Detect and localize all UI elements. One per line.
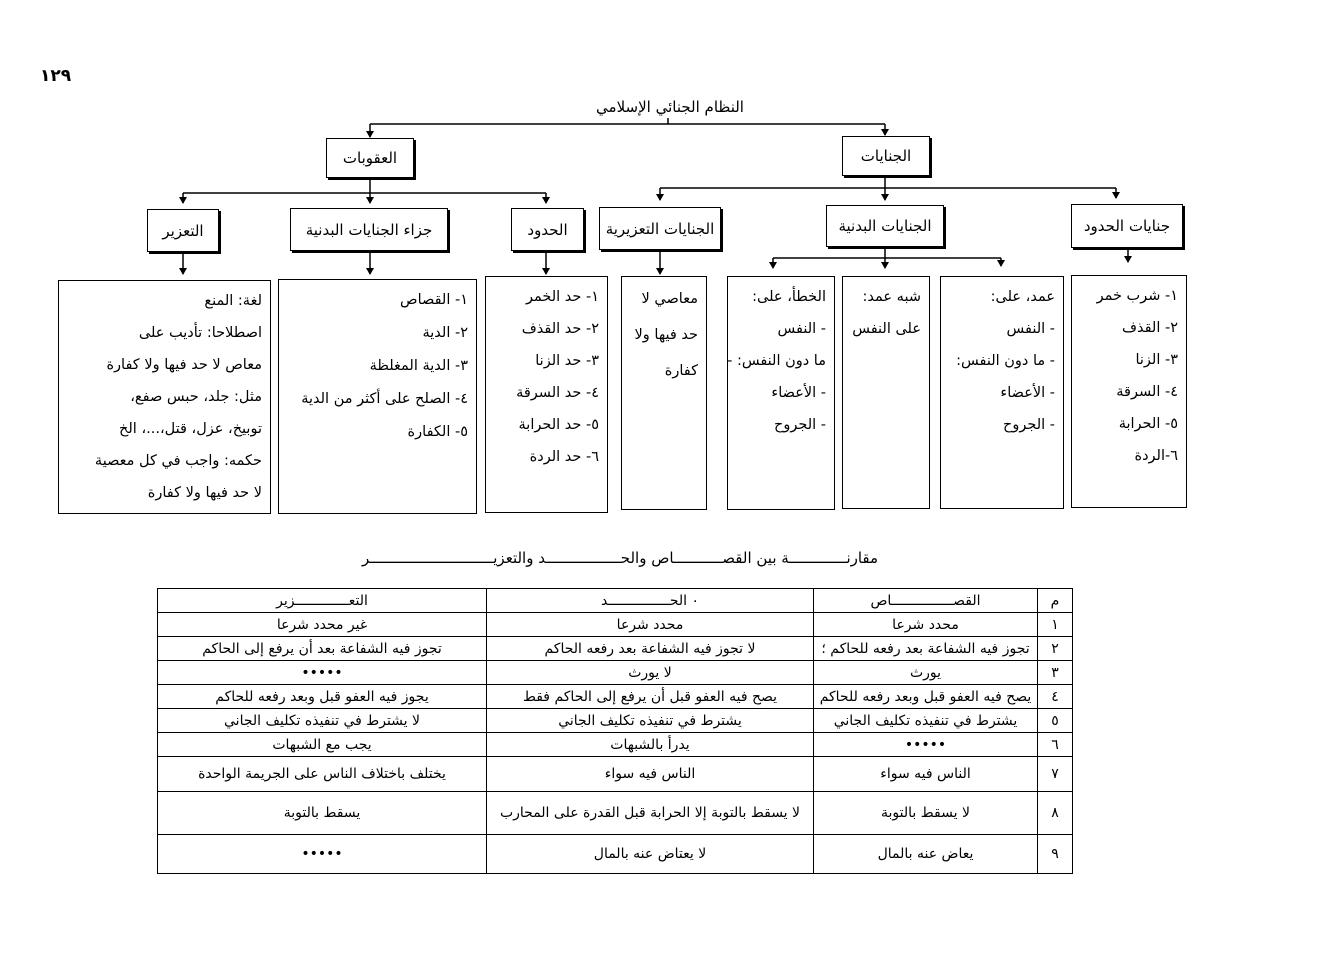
table-row <box>158 661 1073 685</box>
comparison-title: مقارنـــــــــــــة بين القصـــــــــــاص والحـــــــــــــــــد والتعزيــــــــــــــــــــــــــــر <box>361 549 879 567</box>
table-cell: لا تجوز فيه الشفاعة بعد رفعه الحاكم <box>487 637 814 661</box>
intentional-box <box>940 276 1064 509</box>
list-item: حكمه: واجب في كل معصية <box>94 453 262 469</box>
table-cell: تجوز فيه الشفاعة بعد أن يرفع إلى الحاكم <box>158 637 487 661</box>
table-cell: تجوز فيه الشفاعة بعد رفعه للحاكم ؛ <box>814 637 1038 661</box>
list-item: عمد، على: <box>990 289 1055 305</box>
bodily-crimes-box: الجنايات البدنية <box>826 205 944 247</box>
bodily-penalty-box: جزاء الجنايات البدنية <box>290 208 448 251</box>
list-item: ٢- القذف <box>1121 320 1178 336</box>
table-cell: يجوز فيه العفو قبل وبعد رفعه للحاكم <box>158 685 487 709</box>
table-cell: محدد شرعا <box>814 613 1038 637</box>
list-item: - ما دون النفس: <box>956 353 1055 369</box>
table-cell: لا يشترط في تنفيذه تكليف الجاني <box>158 709 487 733</box>
list-item: ٤- السرقة <box>1116 384 1178 400</box>
table-cell: يختلف باختلاف الناس على الجريمة الواحدة <box>158 757 487 792</box>
list-item: ١- القصاص <box>400 292 468 308</box>
table-cell: الناس فيه سواء <box>487 757 814 792</box>
table-cell: غير محدد شرعا <box>158 613 487 637</box>
list-item: شبه عمد: <box>862 289 921 305</box>
table-header-row <box>158 589 1073 613</box>
diagram-title: النظام الجنائي الإسلامي <box>596 98 744 116</box>
hudud-crimes-list <box>1071 275 1187 508</box>
list-item: الخطأ، على: <box>752 289 826 305</box>
hudud-list <box>485 276 608 513</box>
list-item: لا حد فيها ولا كفارة <box>147 485 262 501</box>
list-item: توبيخ، عزل، قتل،...، الخ <box>119 421 262 437</box>
list-item: ٥- حد الحرابة <box>518 417 599 433</box>
list-item: ٣- الدية المغلظة <box>369 358 468 374</box>
row-number: ٣ <box>1038 661 1073 685</box>
table-cell: يصح فيه العفو قبل وبعد رفعه للحاكم <box>814 685 1038 709</box>
list-item: ٤- حد السرقة <box>516 385 599 401</box>
tazir-box: التعزير <box>147 209 219 252</box>
table-row <box>158 733 1073 757</box>
mistake-box <box>727 276 835 510</box>
list-item: - النفس <box>777 321 826 337</box>
tazir-list <box>58 280 271 514</box>
list-item: ١- شرب خمر <box>1096 288 1178 304</box>
table-cell: يورث <box>814 661 1038 685</box>
hudud-crimes-box: جنايات الحدود <box>1071 204 1183 248</box>
table-cell: يصح فيه العفو قبل أن يرفع إلى الحاكم فقط <box>487 685 814 709</box>
header-cell: التعـــــــــــــزير <box>158 589 487 613</box>
list-item: معاص لا حد فيها ولا كفارة <box>106 357 262 373</box>
list-item: حد فيها ولا <box>634 327 698 343</box>
table-cell: ••••• <box>814 733 1038 757</box>
table-cell: يجب مع الشبهات <box>158 733 487 757</box>
table-row <box>158 685 1073 709</box>
table-cell: ••••• <box>158 661 487 685</box>
list-item: اصطلاحا: تأديب على <box>138 325 262 341</box>
table-row <box>158 613 1073 637</box>
table-cell: يسقط بالتوبة <box>158 792 487 835</box>
list-item: لغة: المنع <box>204 293 262 309</box>
semi-intentional-box <box>842 276 930 509</box>
row-number: ٨ <box>1038 792 1073 835</box>
list-item: على النفس <box>852 321 921 337</box>
row-number: ٥ <box>1038 709 1073 733</box>
crimes-box: الجنايات <box>842 136 930 176</box>
list-item: - النفس <box>1006 321 1055 337</box>
list-item: ٤- الصلح على أكثر من الدية <box>301 391 468 407</box>
row-number: ٢ <box>1038 637 1073 661</box>
list-item: ٦- حد الردة <box>529 449 599 465</box>
table-row <box>158 792 1073 835</box>
list-item: كفارة <box>664 363 698 379</box>
list-item: ١- حد الخمر <box>525 289 599 305</box>
row-number: ٩ <box>1038 835 1073 874</box>
row-number: ٤ <box>1038 685 1073 709</box>
list-item: معاصي لا <box>641 291 698 307</box>
hudud-box: الحدود <box>511 208 584 251</box>
list-item: ٢- حد القذف <box>521 321 599 337</box>
header-cell: القصـــــــــــــــاص <box>814 589 1038 613</box>
table-cell: لا يورث <box>487 661 814 685</box>
comparison-table <box>157 588 1073 874</box>
page-number: ١٢٩ <box>40 66 72 86</box>
table-cell: لا يعتاض عنه بالمال <box>487 835 814 874</box>
header-cell: م <box>1038 589 1073 613</box>
tazir-crimes-list <box>621 276 707 510</box>
table-row <box>158 709 1073 733</box>
tazir-crimes-box: الجنايات التعزيرية <box>599 207 721 250</box>
list-item: ٥- الكفارة <box>407 424 468 440</box>
table-cell: محدد شرعا <box>487 613 814 637</box>
list-item: - الجروح <box>1002 417 1055 433</box>
table-cell: ••••• <box>158 835 487 874</box>
list-item: ٣- حد الزنا <box>535 353 599 369</box>
list-item: ٣- الزنا <box>1135 352 1178 368</box>
list-item: - الأعضاء <box>771 385 826 401</box>
table-row <box>158 637 1073 661</box>
table-cell: الناس فيه سواء <box>814 757 1038 792</box>
table-cell: يدرأ بالشبهات <box>487 733 814 757</box>
list-item: ما دون النفس: - <box>727 353 826 369</box>
row-number: ١ <box>1038 613 1073 637</box>
list-item: مثل: جلد، حبس صفع، <box>130 389 262 405</box>
penalties-box: العقوبات <box>326 138 414 178</box>
list-item: ٥- الحرابة <box>1118 416 1178 432</box>
bodily-penalty-list <box>278 279 477 514</box>
list-item: ٢- الدية <box>422 325 468 341</box>
table-row <box>158 835 1073 874</box>
list-item: - الجروح <box>773 417 826 433</box>
list-item: ٦-الردة <box>1134 448 1178 464</box>
table-cell: لا يسقط بالتوبة <box>814 792 1038 835</box>
list-item: - الأعضاء <box>1000 385 1055 401</box>
row-number: ٦ <box>1038 733 1073 757</box>
table-cell: يعاض عنه بالمال <box>814 835 1038 874</box>
table-cell: يشترط في تنفيذه تكليف الجاني <box>814 709 1038 733</box>
table-cell: يشترط في تنفيذه تكليف الجاني <box>487 709 814 733</box>
row-number: ٧ <box>1038 757 1073 792</box>
table-row <box>158 757 1073 792</box>
table-cell: لا يسقط بالتوبة إلا الحرابة قبل القدرة على المحارب <box>487 792 814 835</box>
header-cell: ٠ الحـــــــــــــــد <box>487 589 814 613</box>
